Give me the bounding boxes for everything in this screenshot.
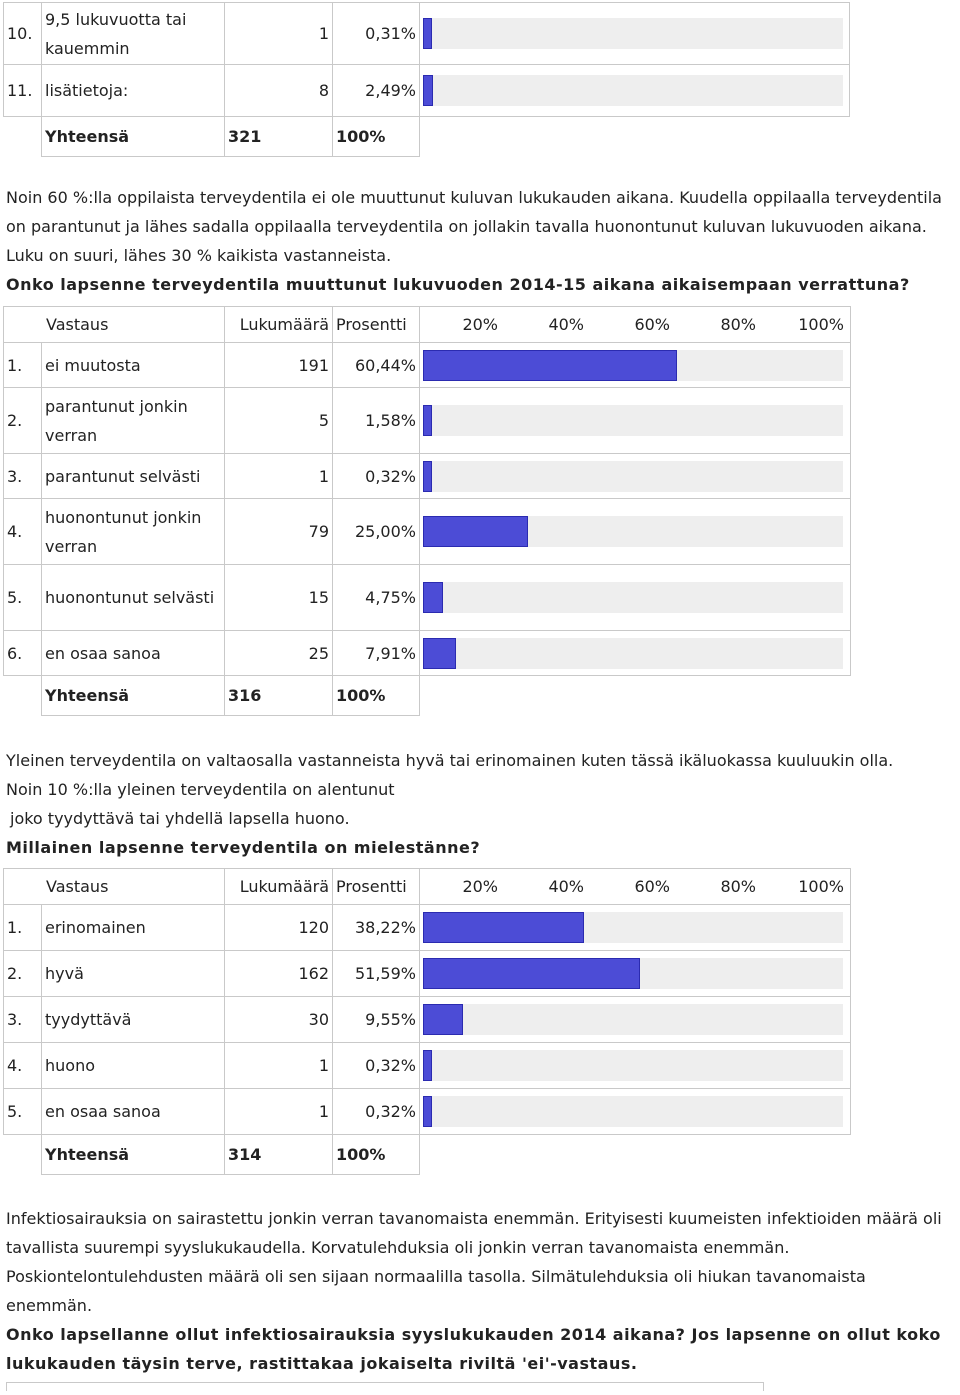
total-percent: 100% bbox=[333, 676, 420, 716]
row-number: 1. bbox=[4, 343, 42, 388]
table-row bbox=[4, 997, 851, 1043]
tick-label: 40% bbox=[548, 876, 584, 896]
bar-track bbox=[423, 1050, 843, 1081]
row-number: 2. bbox=[4, 388, 42, 454]
total-label: Yhteensä bbox=[42, 676, 225, 716]
answer-label: tyydyttävä bbox=[42, 997, 225, 1043]
table-row bbox=[4, 388, 851, 454]
tick-label: 20% bbox=[462, 314, 498, 334]
total-row bbox=[4, 1135, 851, 1175]
answer-label: lisätietoja: bbox=[42, 65, 225, 117]
answer-label: parantunut jonkin verran bbox=[42, 388, 225, 454]
results-table-health-change bbox=[3, 306, 851, 716]
answer-label: huonontunut jonkin verran bbox=[42, 499, 225, 565]
tick-label: 80% bbox=[720, 314, 756, 334]
table-row bbox=[4, 454, 851, 499]
header-scale bbox=[420, 307, 851, 343]
bar-track bbox=[423, 1004, 843, 1035]
tick-label: 60% bbox=[634, 876, 670, 896]
tick-label: 60% bbox=[634, 314, 670, 334]
count-cell: 25 bbox=[225, 631, 333, 676]
bar-fill bbox=[423, 516, 528, 547]
paragraph-health-change: Noin 60 %:lla oppilaista terveydentila ei ole muuttunut kuluvan lukukauden aikana. Kuudella oppilaalla terveydentila on parantunut ja lähes sadalla oppilaalla terveydentila on jollakin tavalla huonontunut kuluvan lukuvuoden aikana. Luku on suuri, lähes 30 % kaikista vastanneista. bbox=[6, 188, 942, 265]
bar-fill bbox=[423, 461, 432, 492]
bar-cell bbox=[420, 388, 851, 454]
bar-track bbox=[423, 350, 843, 381]
total-count: 314 bbox=[225, 1135, 333, 1175]
answer-label: ei muutosta bbox=[42, 343, 225, 388]
total-percent: 100% bbox=[333, 117, 420, 157]
bar-track bbox=[423, 461, 843, 492]
total-label: Yhteensä bbox=[42, 1135, 225, 1175]
header-answer: Vastaus bbox=[4, 869, 225, 905]
paragraph-general-health-2: Noin 10 %:lla yleinen terveydentila on alentunut bbox=[6, 780, 395, 799]
percent-cell: 7,91% bbox=[333, 631, 420, 676]
count-cell: 1 bbox=[225, 1043, 333, 1089]
header-percent: Prosentti bbox=[333, 869, 420, 905]
bar-fill bbox=[423, 1050, 432, 1081]
percent-cell: 0,32% bbox=[333, 1043, 420, 1089]
row-number: 1. bbox=[4, 905, 42, 951]
table-row bbox=[4, 343, 851, 388]
question-general-health: Millainen lapsenne terveydentila on mielestänne? bbox=[6, 838, 481, 857]
table-row bbox=[4, 565, 851, 631]
answer-label: 9,5 lukuvuotta tai kauemmin bbox=[42, 3, 225, 65]
results-table-previous bbox=[3, 2, 850, 157]
bar-track bbox=[423, 75, 843, 106]
total-row bbox=[4, 117, 850, 157]
bar-fill bbox=[423, 350, 677, 381]
answer-label: hyvä bbox=[42, 951, 225, 997]
bar-cell bbox=[420, 1089, 851, 1135]
header-scale bbox=[420, 869, 851, 905]
answer-label: en osaa sanoa bbox=[42, 1089, 225, 1135]
bar-fill bbox=[423, 958, 640, 989]
bar-fill bbox=[423, 582, 443, 613]
count-cell: 79 bbox=[225, 499, 333, 565]
table-row bbox=[4, 631, 851, 676]
percent-cell: 60,44% bbox=[333, 343, 420, 388]
bar-cell bbox=[420, 3, 850, 65]
bar-track bbox=[423, 912, 843, 943]
bar-cell bbox=[420, 65, 850, 117]
paragraph-infections: Infektiosairauksia on sairastettu jonkin verran tavanomaista enemmän. Erityisesti kuumeisten infektioiden määrä oli tavallista suurempi syyslukukaudella. Korvatulehduksia oli jonkin verran tavanomaista enemmän. Poskiontelontulehdusten määrä oli sen sijaan normaalilla tasolla. Silmätulehduksia oli hiukan tavanomaista enemmän. bbox=[6, 1209, 942, 1315]
table-row bbox=[4, 951, 851, 997]
table-row bbox=[4, 905, 851, 951]
answer-label: en osaa sanoa bbox=[42, 631, 225, 676]
count-cell: 1 bbox=[225, 454, 333, 499]
count-cell: 162 bbox=[225, 951, 333, 997]
count-cell: 1 bbox=[225, 3, 333, 65]
row-number: 2. bbox=[4, 951, 42, 997]
bar-fill bbox=[423, 18, 432, 49]
count-cell: 120 bbox=[225, 905, 333, 951]
header-answer: Vastaus bbox=[4, 307, 225, 343]
percent-cell: 25,00% bbox=[333, 499, 420, 565]
row-number: 10. bbox=[4, 3, 42, 65]
bar-cell bbox=[420, 951, 851, 997]
row-number: 4. bbox=[4, 1043, 42, 1089]
bar-track bbox=[423, 1096, 843, 1127]
percent-cell: 51,59% bbox=[333, 951, 420, 997]
bar-fill bbox=[423, 405, 432, 436]
count-cell: 5 bbox=[225, 388, 333, 454]
table-row bbox=[4, 65, 850, 117]
bar-fill bbox=[423, 912, 584, 943]
count-cell: 1 bbox=[225, 1089, 333, 1135]
bar-fill bbox=[423, 638, 456, 669]
bar-track bbox=[423, 638, 843, 669]
row-number: 5. bbox=[4, 1089, 42, 1135]
table-header bbox=[4, 869, 851, 905]
percent-cell: 2,49% bbox=[333, 65, 420, 117]
count-cell: 191 bbox=[225, 343, 333, 388]
bar-cell bbox=[420, 454, 851, 499]
percent-cell: 1,58% bbox=[333, 388, 420, 454]
bar-track bbox=[423, 582, 843, 613]
answer-label: huonontunut selvästi bbox=[42, 565, 225, 631]
paragraph-general-health: Yleinen terveydentila on valtaosalla vastanneista hyvä tai erinomainen kuten tässä ikäluokassa kuuluukin olla. bbox=[6, 751, 894, 770]
bar-fill bbox=[423, 1096, 432, 1127]
percent-cell: 38,22% bbox=[333, 905, 420, 951]
table-row bbox=[4, 3, 850, 65]
total-count: 321 bbox=[225, 117, 333, 157]
paragraph-general-health-3: joko tyydyttävä tai yhdellä lapsella huono. bbox=[10, 809, 350, 828]
table-row bbox=[4, 499, 851, 565]
percent-cell: 0,32% bbox=[333, 454, 420, 499]
row-number: 4. bbox=[4, 499, 42, 565]
row-number: 11. bbox=[4, 65, 42, 117]
row-number: 6. bbox=[4, 631, 42, 676]
header-count: Lukumäärä bbox=[225, 307, 333, 343]
bar-fill bbox=[423, 1004, 463, 1035]
total-row bbox=[4, 676, 851, 716]
percent-cell: 0,31% bbox=[333, 3, 420, 65]
bar-cell bbox=[420, 343, 851, 388]
header-percent: Prosentti bbox=[333, 307, 420, 343]
tick-label: 100% bbox=[798, 876, 844, 896]
question-infections: Onko lapsellanne ollut infektiosairauksia syyslukukauden 2014 aikana? Jos lapsenne on ollut koko lukukauden täysin terve, rastittakaa jokaiselta riviltä 'ei'-vastaus. bbox=[6, 1325, 941, 1373]
table-row bbox=[4, 1043, 851, 1089]
bar-fill bbox=[423, 75, 433, 106]
bar-cell bbox=[420, 499, 851, 565]
bar-cell bbox=[420, 1043, 851, 1089]
row-number: 3. bbox=[4, 454, 42, 499]
table-header bbox=[4, 307, 851, 343]
answer-label: huono bbox=[42, 1043, 225, 1089]
row-number: 5. bbox=[4, 565, 42, 631]
bar-track bbox=[423, 958, 843, 989]
tick-label: 100% bbox=[798, 314, 844, 334]
total-label: Yhteensä bbox=[42, 117, 225, 157]
tick-label: 80% bbox=[720, 876, 756, 896]
bar-track bbox=[423, 405, 843, 436]
count-cell: 30 bbox=[225, 997, 333, 1043]
bar-cell bbox=[420, 905, 851, 951]
header-count: Lukumäärä bbox=[225, 869, 333, 905]
row-number: 3. bbox=[4, 997, 42, 1043]
answer-label: parantunut selvästi bbox=[42, 454, 225, 499]
bar-track bbox=[423, 516, 843, 547]
percent-cell: 9,55% bbox=[333, 997, 420, 1043]
bar-cell bbox=[420, 631, 851, 676]
bar-cell bbox=[420, 997, 851, 1043]
tick-label: 20% bbox=[462, 876, 498, 896]
total-percent: 100% bbox=[333, 1135, 420, 1175]
results-table-general-health bbox=[3, 868, 851, 1175]
question-health-change: Onko lapsenne terveydentila muuttunut lukuvuoden 2014-15 aikana aikaisempaan verrattuna? bbox=[6, 275, 910, 294]
count-cell: 8 bbox=[225, 65, 333, 117]
table-row bbox=[4, 1089, 851, 1135]
bar-cell bbox=[420, 565, 851, 631]
total-count: 316 bbox=[225, 676, 333, 716]
bar-track bbox=[423, 18, 843, 49]
next-table-edge bbox=[6, 1382, 764, 1391]
tick-label: 40% bbox=[548, 314, 584, 334]
percent-cell: 0,32% bbox=[333, 1089, 420, 1135]
percent-cell: 4,75% bbox=[333, 565, 420, 631]
answer-label: erinomainen bbox=[42, 905, 225, 951]
count-cell: 15 bbox=[225, 565, 333, 631]
